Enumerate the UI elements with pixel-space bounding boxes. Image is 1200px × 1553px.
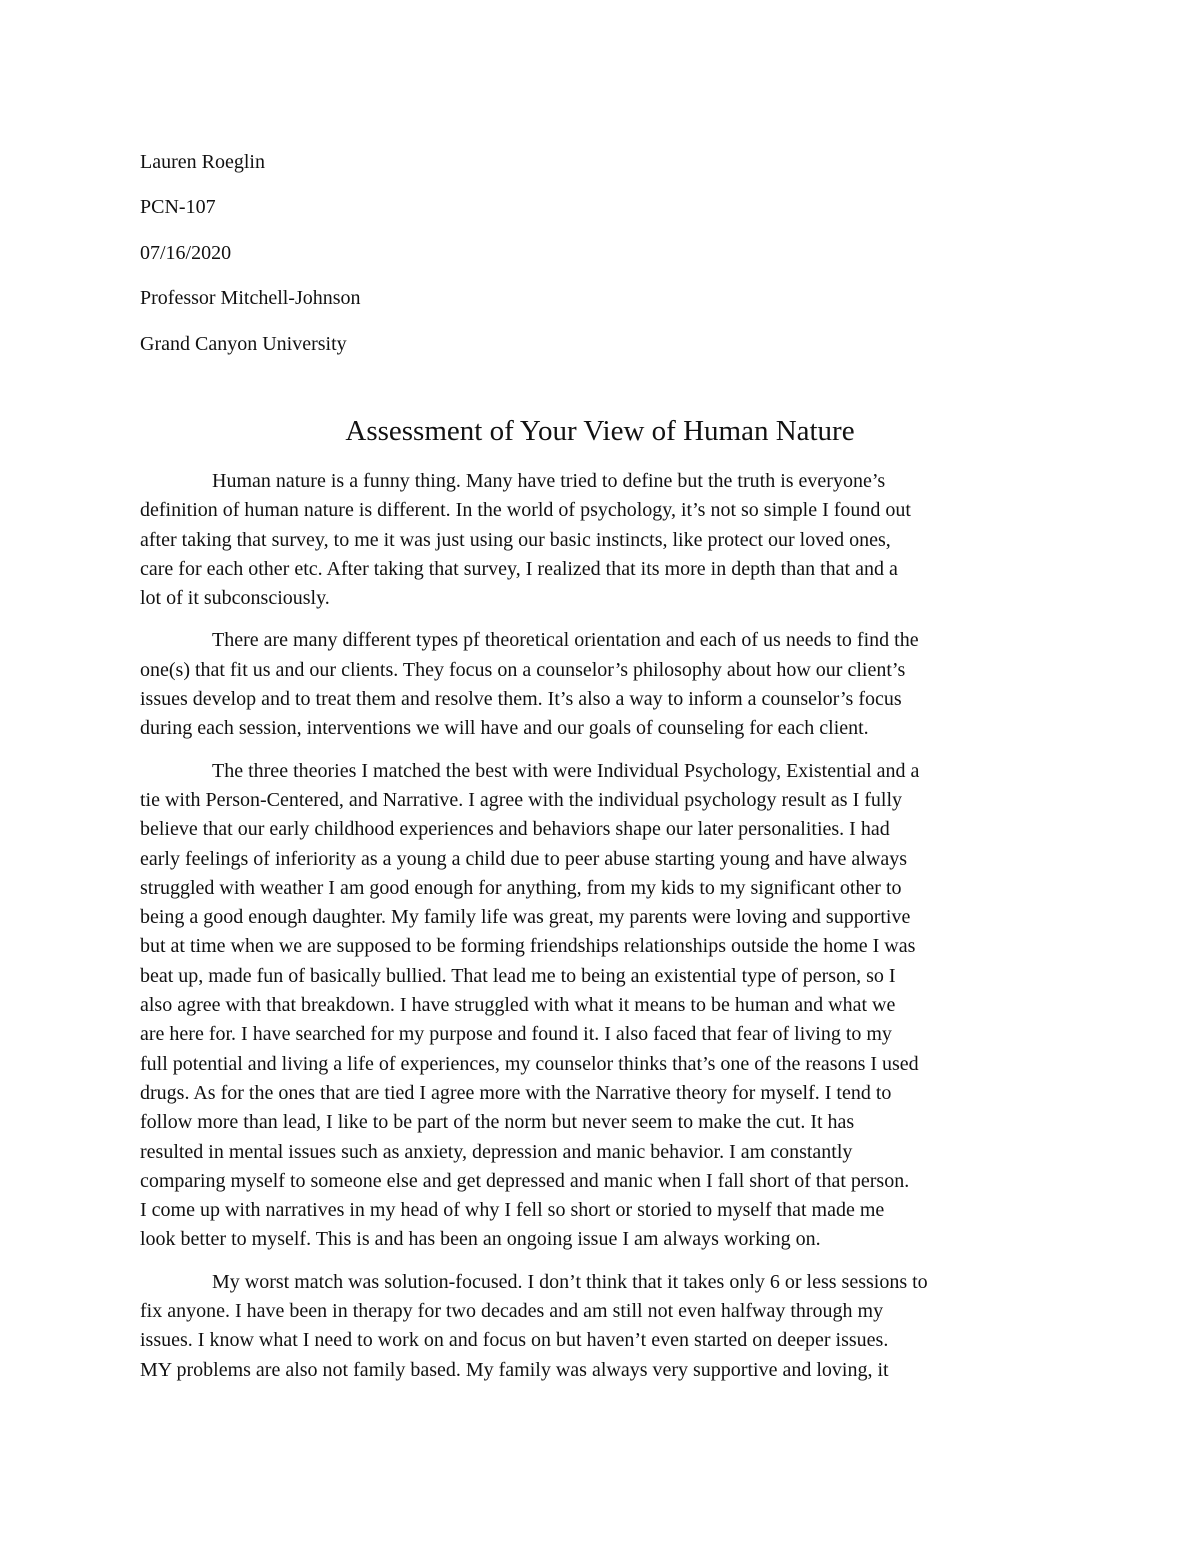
text-line: follow more than lead, I like to be part of the norm but never seem to make the cut. It has <box>140 1111 855 1134</box>
text-line: during each session, interventions we will have and our goals of counseling for each client. <box>140 717 869 740</box>
text-line: Human nature is a funny thing. Many have tried to define but the truth is everyone’s <box>212 470 886 492</box>
text-line: The three theories I matched the best with were Individual Psychology, Existential and a <box>212 759 920 782</box>
text-line: are here for. I have searched for my purpose and found it. I also faced that fear of living to my <box>140 1023 892 1046</box>
text-line: lot of it subconsciously. <box>140 587 330 610</box>
header-block <box>140 140 1060 367</box>
text-line: struggled with weather I am good enough for anything, from my kids to my significant other to <box>140 876 902 899</box>
university-name: Grand Canyon University <box>140 332 347 355</box>
text-line: MY problems are also not family based. My family was always very supportive and loving, it <box>140 1358 889 1381</box>
text-line: believe that our early childhood experiences and behaviors shape our later personalities. I had <box>140 818 890 841</box>
text-line: being a good enough daughter. My family life was great, my parents were loving and supportive <box>140 906 911 929</box>
text-line: resulted in mental issues such as anxiety, depression and manic behavior. I am constantly <box>140 1140 853 1163</box>
text-line: beat up, made fun of basically bullied. That lead me to being an existential type of person, so I <box>140 964 896 987</box>
text-line: care for each other etc. After taking that survey, I realized that its more in depth than that and a <box>140 557 898 580</box>
text-line: tie with Person-Centered, and Narrative. I agree with the individual psychology result as I fully <box>140 788 903 811</box>
text-line: fix anyone. I have been in therapy for two decades and am still not even halfway through my <box>140 1300 884 1323</box>
text-line: but at time when we are supposed to be forming friendships relationships outside the home I was <box>140 935 916 958</box>
text-line: issues develop and to treat them and resolve them. It’s also a way to inform a counselor’s focus <box>140 688 902 711</box>
paragraph <box>140 757 1060 1255</box>
paragraph <box>140 626 1060 743</box>
paragraph <box>140 467 1060 613</box>
text-line: issues. I know what I need to work on and focus on but haven’t even started on deeper issues. <box>140 1329 889 1352</box>
professor-name: Professor Mitchell-Johnson <box>140 287 361 310</box>
course-code: PCN-107 <box>140 196 216 219</box>
text-line: There are many different types pf theoretical orientation and each of us needs to find the <box>212 629 919 652</box>
text-line: after taking that survey, to me it was just using our basic instincts, like protect our loved ones, <box>140 528 891 551</box>
submission-date: 07/16/2020 <box>140 241 232 264</box>
text-line: definition of human nature is different. In the world of psychology, it’s not so simple I found out <box>140 499 911 522</box>
text-line: early feelings of inferiority as a young a child due to peer abuse starting young and have always <box>140 847 907 870</box>
text-line: also agree with that breakdown. I have struggled with what it means to be human and what we <box>140 994 896 1017</box>
author-name: Lauren Roeglin <box>140 151 265 173</box>
text-line: comparing myself to someone else and get depressed and manic when I fall short of that person. <box>140 1169 910 1192</box>
text-line: My worst match was solution-focused. I don’t think that it takes only 6 or less sessions to <box>212 1270 928 1293</box>
text-line: I come up with narratives in my head of why I fell so short or storied to myself that made me <box>140 1199 885 1222</box>
text-line: look better to myself. This is and has been an ongoing issue I am always working on. <box>140 1228 821 1251</box>
document-body <box>140 467 1060 1398</box>
text-line: one(s) that fit us and our clients. They focus on a counselor’s philosophy about how our client’s <box>140 658 906 681</box>
paragraph <box>140 1268 1060 1385</box>
text-line: drugs. As for the ones that are tied I agree more with the Narrative theory for myself. I tend to <box>140 1081 892 1104</box>
document-title: Assessment of Your View of Human Nature <box>345 415 855 447</box>
text-line: full potential and living a life of experiences, my counselor thinks that’s one of the reasons I used <box>140 1052 919 1075</box>
